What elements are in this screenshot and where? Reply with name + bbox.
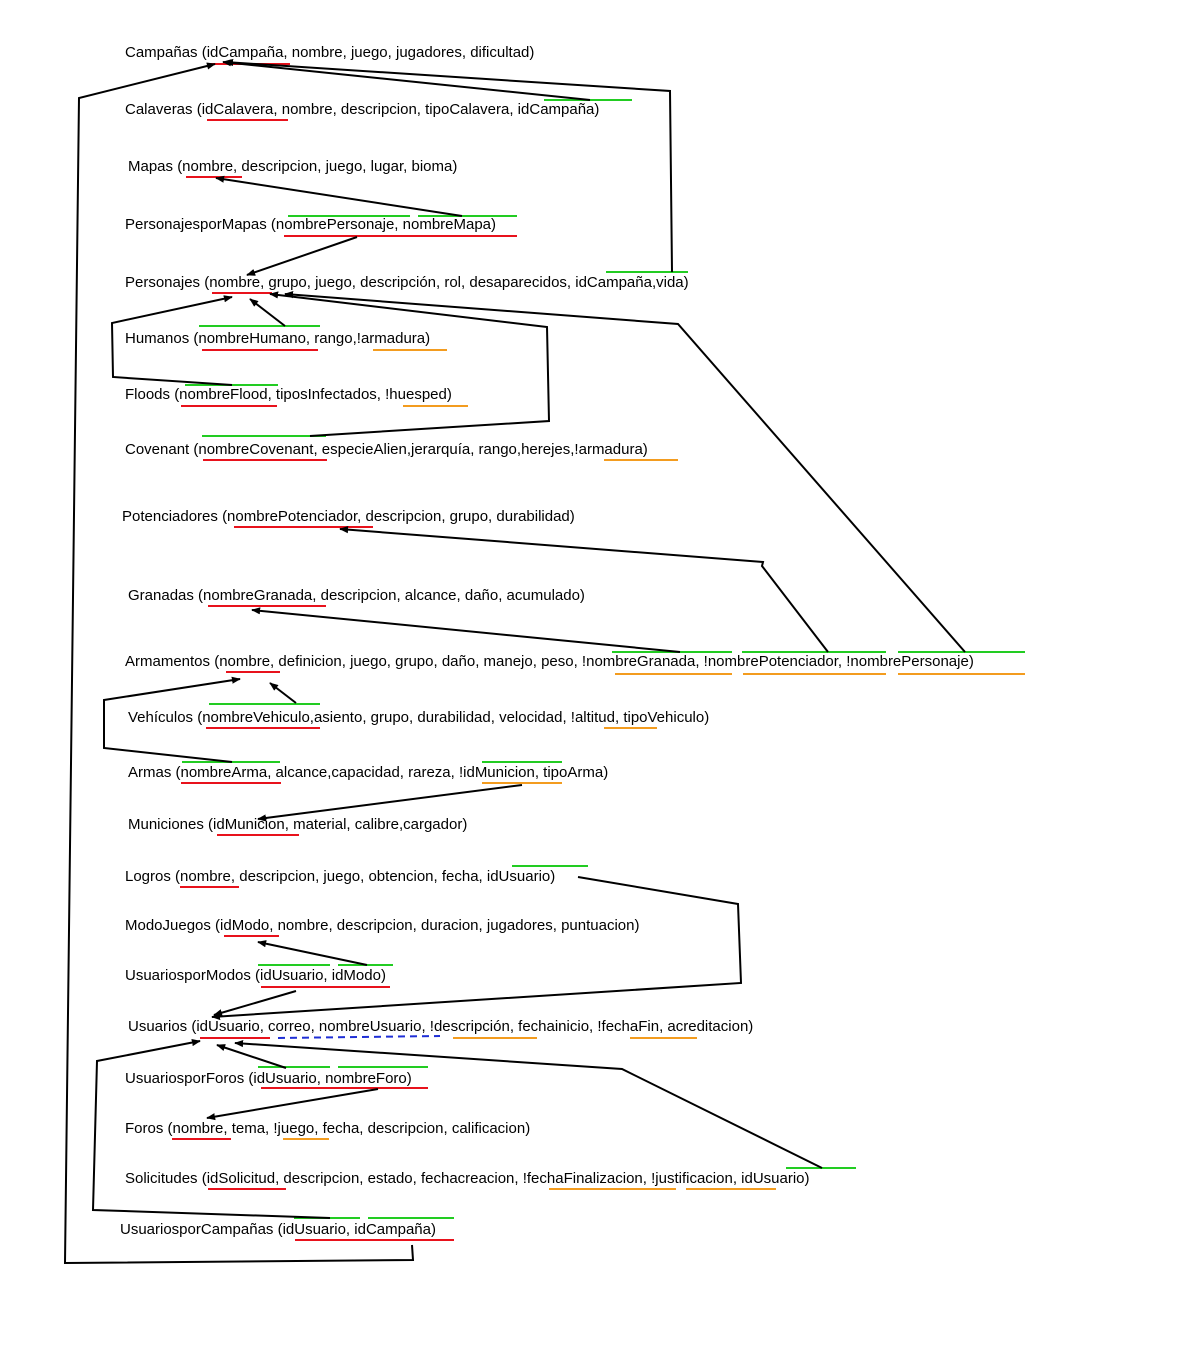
relation-floods: Floods (nombreFlood, tiposInfectados, !huesped) (125, 386, 452, 403)
relation-personajes: Personajes (nombre, grupo, juego, descripción, rol, desaparecidos, idCampaña,vida) (125, 274, 689, 291)
dashed-link (278, 1036, 440, 1038)
relations (120, 44, 974, 1238)
relation-humanos: Humanos (nombreHumano, rango,!armadura) (125, 330, 431, 347)
relation-covenant: Covenant (nombreCovenant, especieAlien,jerarquía, rango,herejes,!armadura) (125, 441, 648, 458)
relation-personajespormapas: PersonajesporMapas (nombrePersonaje, nombreMapa) (125, 216, 497, 233)
relation-calaveras: Calaveras (idCalavera, nombre, descripcion, tipoCalavera, idCampaña) (125, 101, 600, 118)
relation-usuariosporcampanas: UsuariosporCampañas (idUsuario, idCampaña) (120, 1221, 436, 1238)
arrow-usuariosporforos-usuarios (217, 1045, 286, 1068)
relation-potenciadores: Potenciadores (nombrePotenciador, descripcion, grupo, durabilidad) (122, 508, 575, 525)
relation-usuariospormodos: UsuariosporModos (idUsuario, idModo) (125, 967, 386, 984)
relation-mapas: Mapas (nombre, descripcion, juego, lugar, bioma) (128, 158, 458, 175)
relation-logros: Logros (nombre, descripcion, juego, obtencion, fecha, idUsuario) (125, 868, 556, 885)
arrow-personajespormapas-personajes (247, 237, 357, 275)
relation-solicitudes: Solicitudes (idSolicitud, descripcion, estado, fechacreacion, !fechaFinalizacion, !justificacion, idUsuario) (125, 1170, 810, 1187)
relation-vehiculos: Vehículos (nombreVehiculo,asiento, grupo, durabilidad, velocidad, !altitud, tipoVehiculo) (128, 709, 710, 726)
arrow-solicitudes-usuarios (235, 1043, 822, 1168)
relation-usuariosporforos: UsuariosporForos (idUsuario, nombreForo) (125, 1070, 412, 1087)
arrow-armas-municiones (258, 785, 522, 819)
arrow-covenant-personajes (270, 294, 549, 436)
relation-granadas: Granadas (nombreGranada, descripcion, alcance, daño, acumulado) (128, 587, 585, 604)
arrow-logros-usuarios (212, 877, 741, 1017)
relation-armamentos: Armamentos (nombre, definicion, juego, grupo, daño, manejo, peso, !nombreGranada, !nombrePotenciador, !nombrePersonaje) (125, 653, 974, 670)
arrow-calaveras-campanas (223, 62, 590, 100)
arrow-vehiculos-armamentos (270, 683, 296, 703)
arrow-usuariospormodos-modojuegos (258, 942, 367, 965)
relation-usuarios: Usuarios (idUsuario, correo, nombreUsuario, !descripción, fechainicio, !fechaFin, acreditacion) (128, 1018, 754, 1035)
arrow-personajespormapas-mapas (216, 178, 462, 216)
relation-municiones: Municiones (idMunicion, material, calibre,cargador) (128, 816, 468, 833)
arrow-humanos-personajes (250, 299, 285, 326)
relation-foros: Foros (nombre, tema, !juego, fecha, descripcion, calificacion) (125, 1120, 531, 1137)
relation-campanas: Campañas (idCampaña, nombre, juego, jugadores, dificultad) (125, 44, 535, 61)
arrow-usuariosporforos-foros (207, 1089, 378, 1118)
relation-modojuegos: ModoJuegos (idModo, nombre, descripcion, duracion, jugadores, puntuacion) (125, 917, 640, 934)
arrow-armamentos-granadas (252, 610, 680, 652)
relation-armas: Armas (nombreArma, alcance,capacidad, rareza, !idMunicion, tipoArma) (128, 764, 609, 781)
